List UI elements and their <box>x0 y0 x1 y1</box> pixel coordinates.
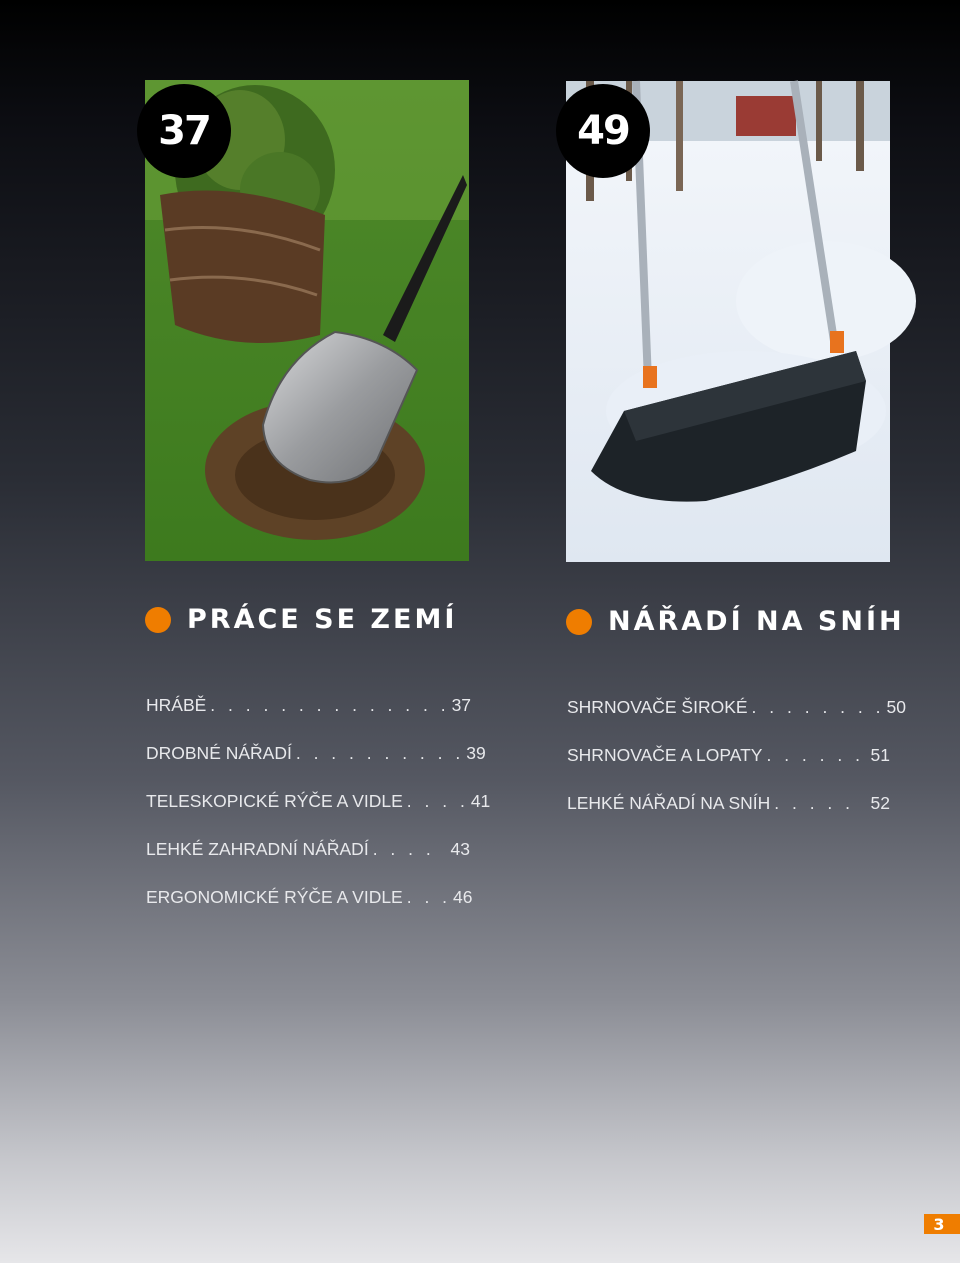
toc-entry[interactable] <box>567 745 890 793</box>
toc-entry-label: SHRNOVAČE ŠIROKÉ <box>567 697 748 717</box>
toc-entry[interactable] <box>567 793 890 841</box>
toc-leader-dots: . . . . . . . . . . . . . . <box>210 695 450 715</box>
toc-leader-dots: . . . . . . . . <box>751 697 885 717</box>
toc-entry[interactable] <box>146 839 470 887</box>
toc-entry[interactable] <box>146 887 473 935</box>
toc-leader-dots: . . . . . . . . . . <box>295 743 465 763</box>
toc-entry[interactable] <box>146 791 491 839</box>
toc-list <box>146 695 491 935</box>
toc-page-number: 41 <box>470 791 491 811</box>
toc-page-number: 50 <box>886 697 906 717</box>
toc-entry[interactable] <box>146 743 486 791</box>
toc-page-number: 43 <box>450 839 470 859</box>
toc-leader-dots: . . . . . <box>774 793 855 813</box>
bullet-dot-icon <box>145 607 171 633</box>
page-number: 3 <box>924 1214 960 1234</box>
toc-page-number: 51 <box>870 745 890 765</box>
section-number-badge: 49 <box>556 84 650 178</box>
toc-leader-dots: . . . . . . <box>766 745 864 765</box>
toc-entry-label: SHRNOVAČE A LOPATY <box>567 745 763 765</box>
section-number-badge: 37 <box>137 84 231 178</box>
toc-page-number: 37 <box>451 695 472 715</box>
toc-entry-label: HRÁBĚ <box>146 695 207 715</box>
toc-entry[interactable] <box>567 697 906 745</box>
bullet-dot-icon <box>566 609 592 635</box>
section-heading <box>145 604 457 635</box>
toc-entry-label: TELESKOPICKÉ RÝČE A VIDLE <box>146 791 403 811</box>
toc-page-number: 46 <box>453 887 473 907</box>
section-heading <box>566 606 905 637</box>
toc-entry-label: LEHKÉ NÁŘADÍ NA SNÍH <box>567 793 771 813</box>
toc-entry-label: ERGONOMICKÉ RÝČE A VIDLE <box>146 887 403 907</box>
section-title: PRÁCE SE ZEMÍ <box>187 604 458 635</box>
toc-list <box>567 697 906 841</box>
toc-leader-dots: . . . . <box>406 791 469 811</box>
toc-leader-dots: . . . . <box>372 839 435 859</box>
toc-entry-label: LEHKÉ ZAHRADNÍ NÁŘADÍ <box>146 839 369 859</box>
section-title: NÁŘADÍ NA SNÍH <box>608 606 905 637</box>
toc-entry[interactable] <box>146 695 470 743</box>
toc-entry-label: DROBNÉ NÁŘADÍ <box>146 743 292 763</box>
toc-page-number: 52 <box>870 793 890 813</box>
toc-page-number: 39 <box>466 743 486 763</box>
toc-leader-dots: . . . <box>406 887 452 907</box>
